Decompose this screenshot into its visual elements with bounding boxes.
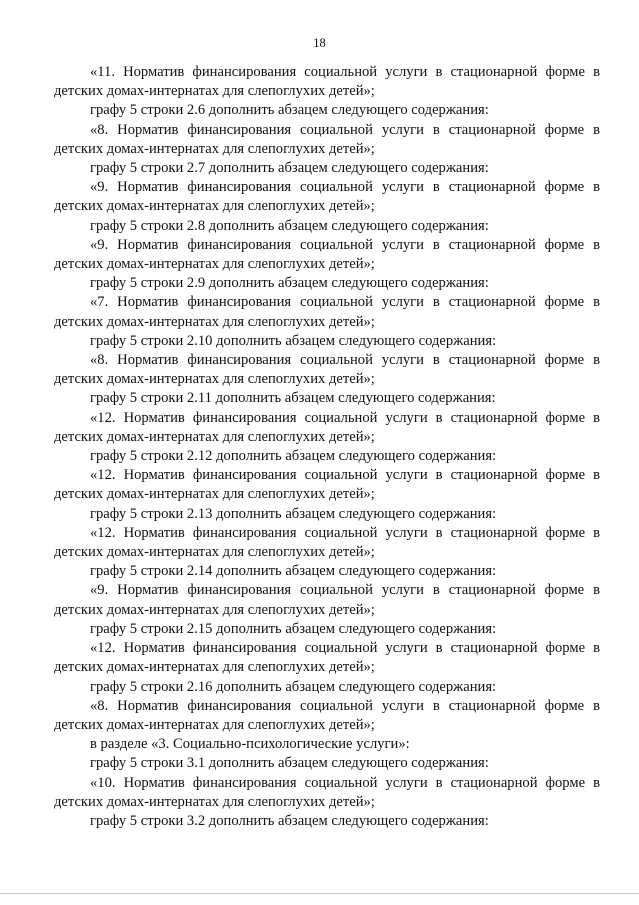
paragraph: графу 5 строки 2.6 дополнить абзацем следующего содержания: [90,102,489,119]
paragraph: «8. Норматив финансирования социальной услуги в стационарной форме в детских домах-интернатах для слепоглухих детей»; [54,352,600,388]
paragraph: графу 5 строки 2.7 дополнить абзацем следующего содержания: [90,160,489,177]
paragraph: графу 5 строки 2.13 дополнить абзацем следующего содержания: [90,505,497,522]
document-body [54,63,600,831]
paragraph: графу 5 строки 3.2 дополнить абзацем следующего содержания: [90,812,489,829]
paragraph: «9. Норматив финансирования социальной услуги в стационарной форме в детских домах-интернатах для слепоглухих детей»; [54,179,600,215]
paragraph: графу 5 строки 2.10 дополнить абзацем следующего содержания: [90,332,497,349]
paragraph: «12. Норматив финансирования социальной услуги в стационарной форме в детских домах-интернатах для слепоглухих детей»; [54,640,600,676]
page-bottom-rule [0,893,639,894]
paragraph: графу 5 строки 2.15 дополнить абзацем следующего содержания: [90,620,497,637]
paragraph: графу 5 строки 2.16 дополнить абзацем следующего содержания: [90,678,497,695]
paragraph: «10. Норматив финансирования социальной услуги в стационарной форме в детских домах-интернатах для слепоглухих детей»; [54,774,600,810]
paragraph: в разделе «3. Социально-психологические услуги»: [90,736,410,753]
paragraph: графу 5 строки 3.1 дополнить абзацем следующего содержания: [90,755,489,772]
paragraph: «9. Норматив финансирования социальной услуги в стационарной форме в детских домах-интернатах для слепоглухих детей»; [54,236,600,273]
paragraph: «9. Норматив финансирования социальной услуги в стационарной форме в детских домах-интернатах для слепоглухих детей»; [54,582,600,618]
paragraph: графу 5 строки 2.11 дополнить абзацем следующего содержания: [90,390,496,407]
paragraph: «12. Норматив финансирования социальной услуги в стационарной форме в детских домах-интернатах для слепоглухих детей»; [54,524,600,561]
paragraph: «12. Норматив финансирования социальной услуги в стационарной форме в детских домах-интернатах для слепоглухих детей»; [54,409,600,445]
paragraph: «12. Норматив финансирования социальной услуги в стационарной форме в детских домах-интернатах для слепоглухих детей»; [54,467,600,503]
paragraph: графу 5 строки 2.9 дополнить абзацем следующего содержания: [90,275,489,292]
paragraph: графу 5 строки 2.8 дополнить абзацем следующего содержания: [90,217,489,234]
paragraph: графу 5 строки 2.12 дополнить абзацем следующего содержания: [90,448,497,465]
paragraph: «7. Норматив финансирования социальной услуги в стационарной форме в детских домах-интернатах для слепоглухих детей»; [54,294,600,330]
paragraph: «8. Норматив финансирования социальной услуги в стационарной форме в детских домах-интернатах для слепоглухих детей»; [54,121,600,157]
paragraph: «8. Норматив финансирования социальной услуги в стационарной форме в детских домах-интернатах для слепоглухих детей»; [54,697,600,733]
paragraph: графу 5 строки 2.14 дополнить абзацем следующего содержания: [90,563,497,580]
paragraph: «11. Норматив финансирования социальной услуги в стационарной форме в детских домах-интернатах для слепоглухих детей»; [54,64,600,100]
page-number: 18 [313,36,326,50]
